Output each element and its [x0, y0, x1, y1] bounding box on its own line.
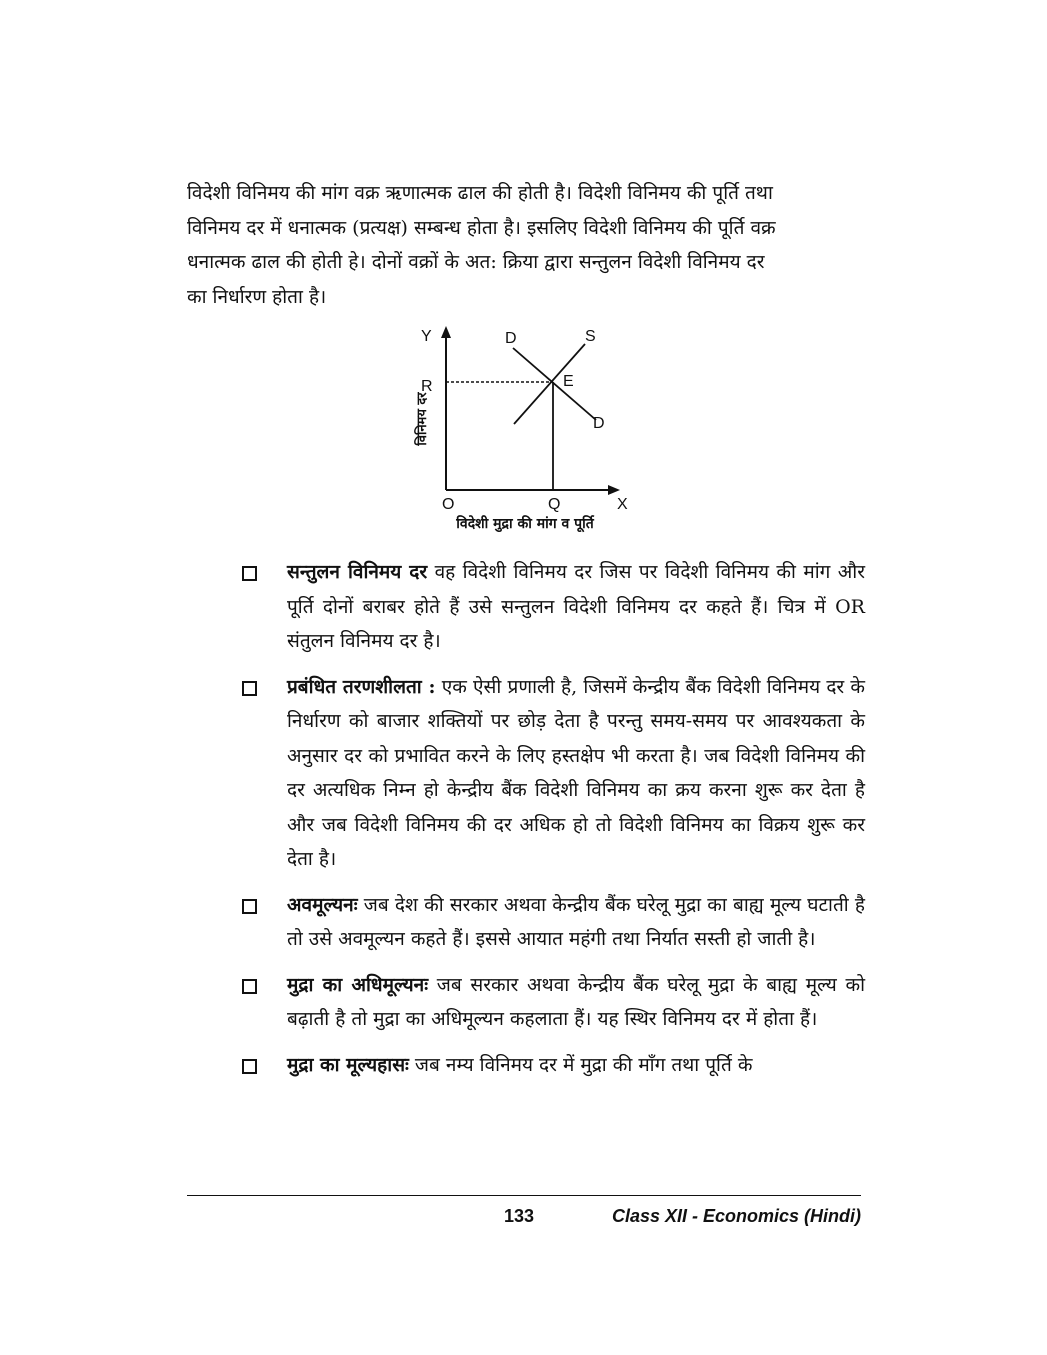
intro-paragraph: [187, 176, 863, 314]
bullet-term: मुद्रा का अधिमूल्यनः: [287, 973, 429, 996]
bullet-text: एक ऐसी प्रणाली है, जिसमें केन्द्रीय बैंक विदेशी विनिमय दर के निर्धारण को बाजार शक्तियों पर छोड़ देता है परन्तु समय-समय पर आवश्यकता के अनुसार दर को प्रभावित करने के लिए हस्तक्षेप भी करता है। जब विदेशी विनिमय की दर अत्यधिक निम्न हो केन्द्रीय बैंक विदेशी विनिमय का क्रय करना शुरू कर देता है और जब विदेशी विनिमय की दर अधिक हो तो विदेशी विनिमय का विक्रय शुरू कर देता है।: [287, 675, 865, 870]
bullet-term: अवमूल्यनः: [287, 893, 358, 916]
demand-curve: [513, 348, 596, 420]
bullet-text: जब देश की सरकार अथवा केन्द्रीय बैंक घरेलू मुद्रा का बाह्य मूल्य घटाती है तो उसे अवमूल्यन कहते हैं। इससे आयात महंगी तथा निर्यात सस्ती हो जाती है।: [287, 893, 865, 950]
demand-label: D: [505, 330, 517, 347]
footer-divider: [187, 1195, 861, 1196]
bullet-text: जब नम्य विनिमय दर में मुद्रा की माँग तथा पूर्ति के: [408, 1053, 753, 1076]
checkbox-bullet-icon: [242, 1059, 257, 1074]
y-axis-arrow: [441, 326, 451, 338]
intro-line: विदेशी विनिमय की मांग वक्र ऋणात्मक ढाल की होती है। विदेशी विनिमय की पूर्ति तथा: [187, 182, 773, 204]
origin-label: O: [442, 496, 455, 513]
x-axis-arrow: [608, 485, 620, 495]
bullet-text: वह विदेशी विनिमय दर जिस पर विदेशी विनिमय की मांग और पूर्ति दोनों बराबर होते हैं उसे सन्तुलन विदेशी विनिमय दर कहते हैं। चित्र में OR संतुलन विनिमय दर है।: [287, 561, 865, 652]
x-axis-label: X: [617, 496, 628, 513]
checkbox-bullet-icon: [242, 566, 257, 581]
quantity-label: Q: [548, 496, 561, 513]
bullet-term: सन्तुलन विनिमय दर: [287, 561, 428, 583]
bullet-list: [240, 555, 865, 1093]
bullet-item: [240, 888, 865, 957]
bullet-item: [240, 968, 865, 1037]
book-title: Class XII - Economics (Hindi): [611, 1206, 861, 1226]
intro-line: विनिमय दर में धनात्मक (प्रत्यक्ष) सम्बन्ध होता है। इसलिए विदेशी विनिमय की पूर्ति वक्र: [187, 216, 776, 239]
y-axis-label: Y: [421, 328, 432, 345]
y-axis-title: विनिमय दर: [415, 392, 430, 446]
checkbox-bullet-icon: [242, 899, 257, 914]
bullet-term: प्रबंधित तरणशीलता :: [287, 675, 436, 698]
demand-end-label: D: [593, 415, 605, 432]
rate-label: R: [421, 378, 433, 395]
supply-curve: [514, 344, 585, 424]
intro-line: धनात्मक ढाल की होती हे। दोनों वक्रों के अत: क्रिया द्वारा सन्तुलन विदेशी विनिमय दर: [187, 251, 765, 273]
diagram-lines: [405, 318, 645, 518]
bullet-text: जब सरकार अथवा केन्द्रीय बैंक घरेलू मुद्रा के बाह्य मूल्य को बढ़ाती है तो मुद्रा का अधिमूल्यन कहलाता हैं। यह स्थिर विनिमय दर में होता हैं।: [287, 973, 865, 1030]
checkbox-bullet-icon: [242, 979, 257, 994]
exchange-rate-diagram: [405, 318, 645, 548]
bullet-term: मुद्रा का मूल्यहासः: [287, 1053, 409, 1076]
bullet-item: [240, 555, 865, 659]
checkbox-bullet-icon: [242, 681, 257, 696]
intro-line: का निर्धारण होता है।: [187, 285, 327, 308]
supply-label: S: [585, 328, 596, 345]
bullet-item: [240, 670, 865, 877]
figure-caption: विदेशी मुद्रा की मांग व पूर्ति: [456, 516, 594, 532]
page-number: 133: [504, 1206, 535, 1226]
bullet-item: [240, 1048, 865, 1083]
equilibrium-label: E: [563, 373, 574, 390]
